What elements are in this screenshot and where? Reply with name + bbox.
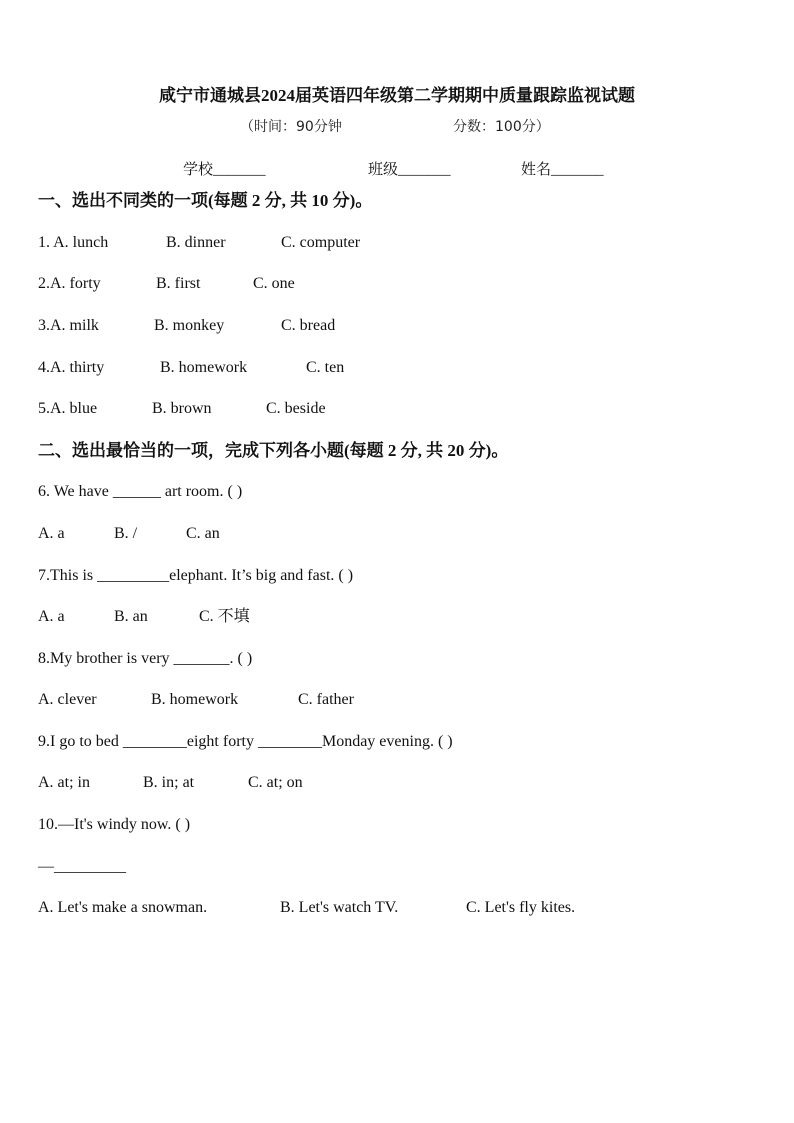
question-7-option-b: B. an xyxy=(114,608,148,625)
question-4-option-c: C. ten xyxy=(306,359,345,376)
question-4-option-b: B. homework xyxy=(160,359,248,376)
question-5-option-a: 5.A. blue xyxy=(38,400,98,417)
class-field: 班级_______ xyxy=(368,162,451,178)
question-8-option-b: B. homework xyxy=(151,691,239,708)
question-10-option-a: A. Let's make a snowman. xyxy=(38,899,208,916)
question-6-option-b: B. / xyxy=(114,525,138,542)
question-2-option-a: 2.A. forty xyxy=(38,275,101,292)
question-7-option-c: C. 不填 xyxy=(199,608,250,625)
question-5-option-b: B. brown xyxy=(152,400,212,417)
question-1-option-c: C. computer xyxy=(281,234,361,251)
question-8-option-a: A. clever xyxy=(38,691,97,708)
question-1-option-b: B. dinner xyxy=(166,234,226,251)
question-7-stem: 7.This is _________elephant. It’s big and fast. ( ) xyxy=(38,567,354,584)
exam-time: （时间：90分钟 xyxy=(240,119,342,135)
section-1-heading: 一、选出不同类的一项(每题 2 分, 共 10 分)。 xyxy=(38,191,373,210)
question-6-option-a: A. a xyxy=(38,525,65,542)
question-10-option-b: B. Let's watch TV. xyxy=(280,899,399,916)
page-title: 咸宁市通城县2024届英语四年级第二学期期中质量跟踪监视试题 xyxy=(159,86,635,105)
exam-score: 分数：100分） xyxy=(453,119,550,135)
question-3-option-c: C. bread xyxy=(281,317,336,334)
question-5-option-c: C. beside xyxy=(266,400,326,417)
question-10-stem: 10.—It's windy now. ( ) xyxy=(38,816,191,833)
question-3-option-a: 3.A. milk xyxy=(38,317,99,334)
question-9-stem: 9.I go to bed ________eight forty ________Monday evening. ( ) xyxy=(38,733,453,750)
question-2-option-c: C. one xyxy=(253,275,295,292)
question-3-option-b: B. monkey xyxy=(154,317,225,334)
school-field: 学校_______ xyxy=(183,162,266,178)
question-8-option-c: C. father xyxy=(298,691,354,708)
question-8-stem: 8.My brother is very _______. ( ) xyxy=(38,650,253,667)
question-1-option-a: 1. A. lunch xyxy=(38,234,109,251)
question-9-option-b: B. in; at xyxy=(143,774,195,791)
question-10-reply: —_________ xyxy=(38,858,126,875)
question-10-option-c: C. Let's fly kites. xyxy=(466,899,576,916)
section-2-heading: 二、选出最恰当的一项，完成下列各小题(每题 2 分, 共 20 分)。 xyxy=(38,441,509,460)
name-field: 姓名_______ xyxy=(521,162,604,178)
question-6-stem: 6. We have ______ art room. ( ) xyxy=(38,483,243,500)
question-2-option-b: B. first xyxy=(156,275,201,292)
question-7-option-a: A. a xyxy=(38,608,65,625)
question-9-option-c: C. at; on xyxy=(248,774,303,791)
question-9-option-a: A. at; in xyxy=(38,774,90,791)
question-4-option-a: 4.A. thirty xyxy=(38,359,105,376)
question-6-option-c: C. an xyxy=(186,525,220,542)
